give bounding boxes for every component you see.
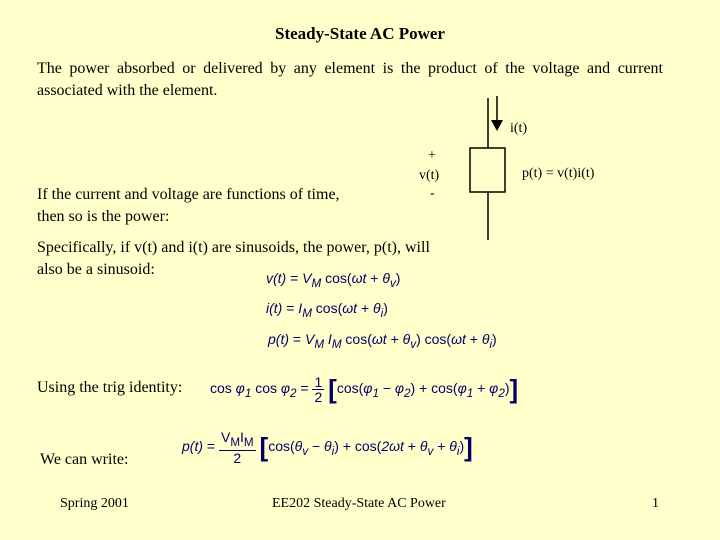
- minus-sign: -: [430, 186, 435, 201]
- power-equation: $p(t) = V_M$ $I_M$ $\cos(\omega t + \theta_v)$ $\cos(\omega t + \theta_i)$: [268, 331, 497, 351]
- sinusoid-paragraph: Specifically, if v(t) and i(t) are sinusoids, the power, p(t), will also be a sinusoid:: [37, 239, 430, 278]
- current-equation: $i(t) = I_M$ $\cos(\omega t + \theta_i)$: [266, 300, 388, 320]
- write-label: We can write:: [40, 451, 129, 468]
- trig-label: Using the trig identity:: [37, 379, 183, 396]
- plus-sign: +: [428, 148, 436, 163]
- slide-title: Steady-State AC Power: [275, 24, 445, 43]
- footer-date: Spring 2001: [60, 496, 129, 511]
- intro-paragraph: The power absorbed or delivered by any element is the product of the voltage and current associated with the element.: [37, 60, 663, 99]
- result-equation: p(t) = $\frac{V_MI_M}{2}$ $[\cos(\theta_v - \theta_i) + \cos(2\omega t + \theta_v + \theta_i)]$: [182, 429, 473, 466]
- trig-identity: $\cos \varphi_1$ $\cos \varphi_2$ = $\frac{1}{2}$ $[\cos(\varphi_1 - \varphi_2) + \cos(\varphi_1 + \varphi_2)]$: [210, 374, 519, 405]
- power-label: p(t) = v(t)i(t): [522, 166, 595, 181]
- footer-course: EE202 Steady-State AC Power: [272, 496, 446, 511]
- voltage-equation: $v(t) = V_M$ $\cos(\omega t + \theta_v)$: [266, 270, 401, 290]
- function-paragraph: If the current and voltage are functions of time, then so is the power:: [37, 186, 340, 225]
- page-number: 1: [652, 496, 659, 511]
- current-label: i(t): [510, 121, 528, 136]
- voltage-label: v(t): [419, 168, 440, 183]
